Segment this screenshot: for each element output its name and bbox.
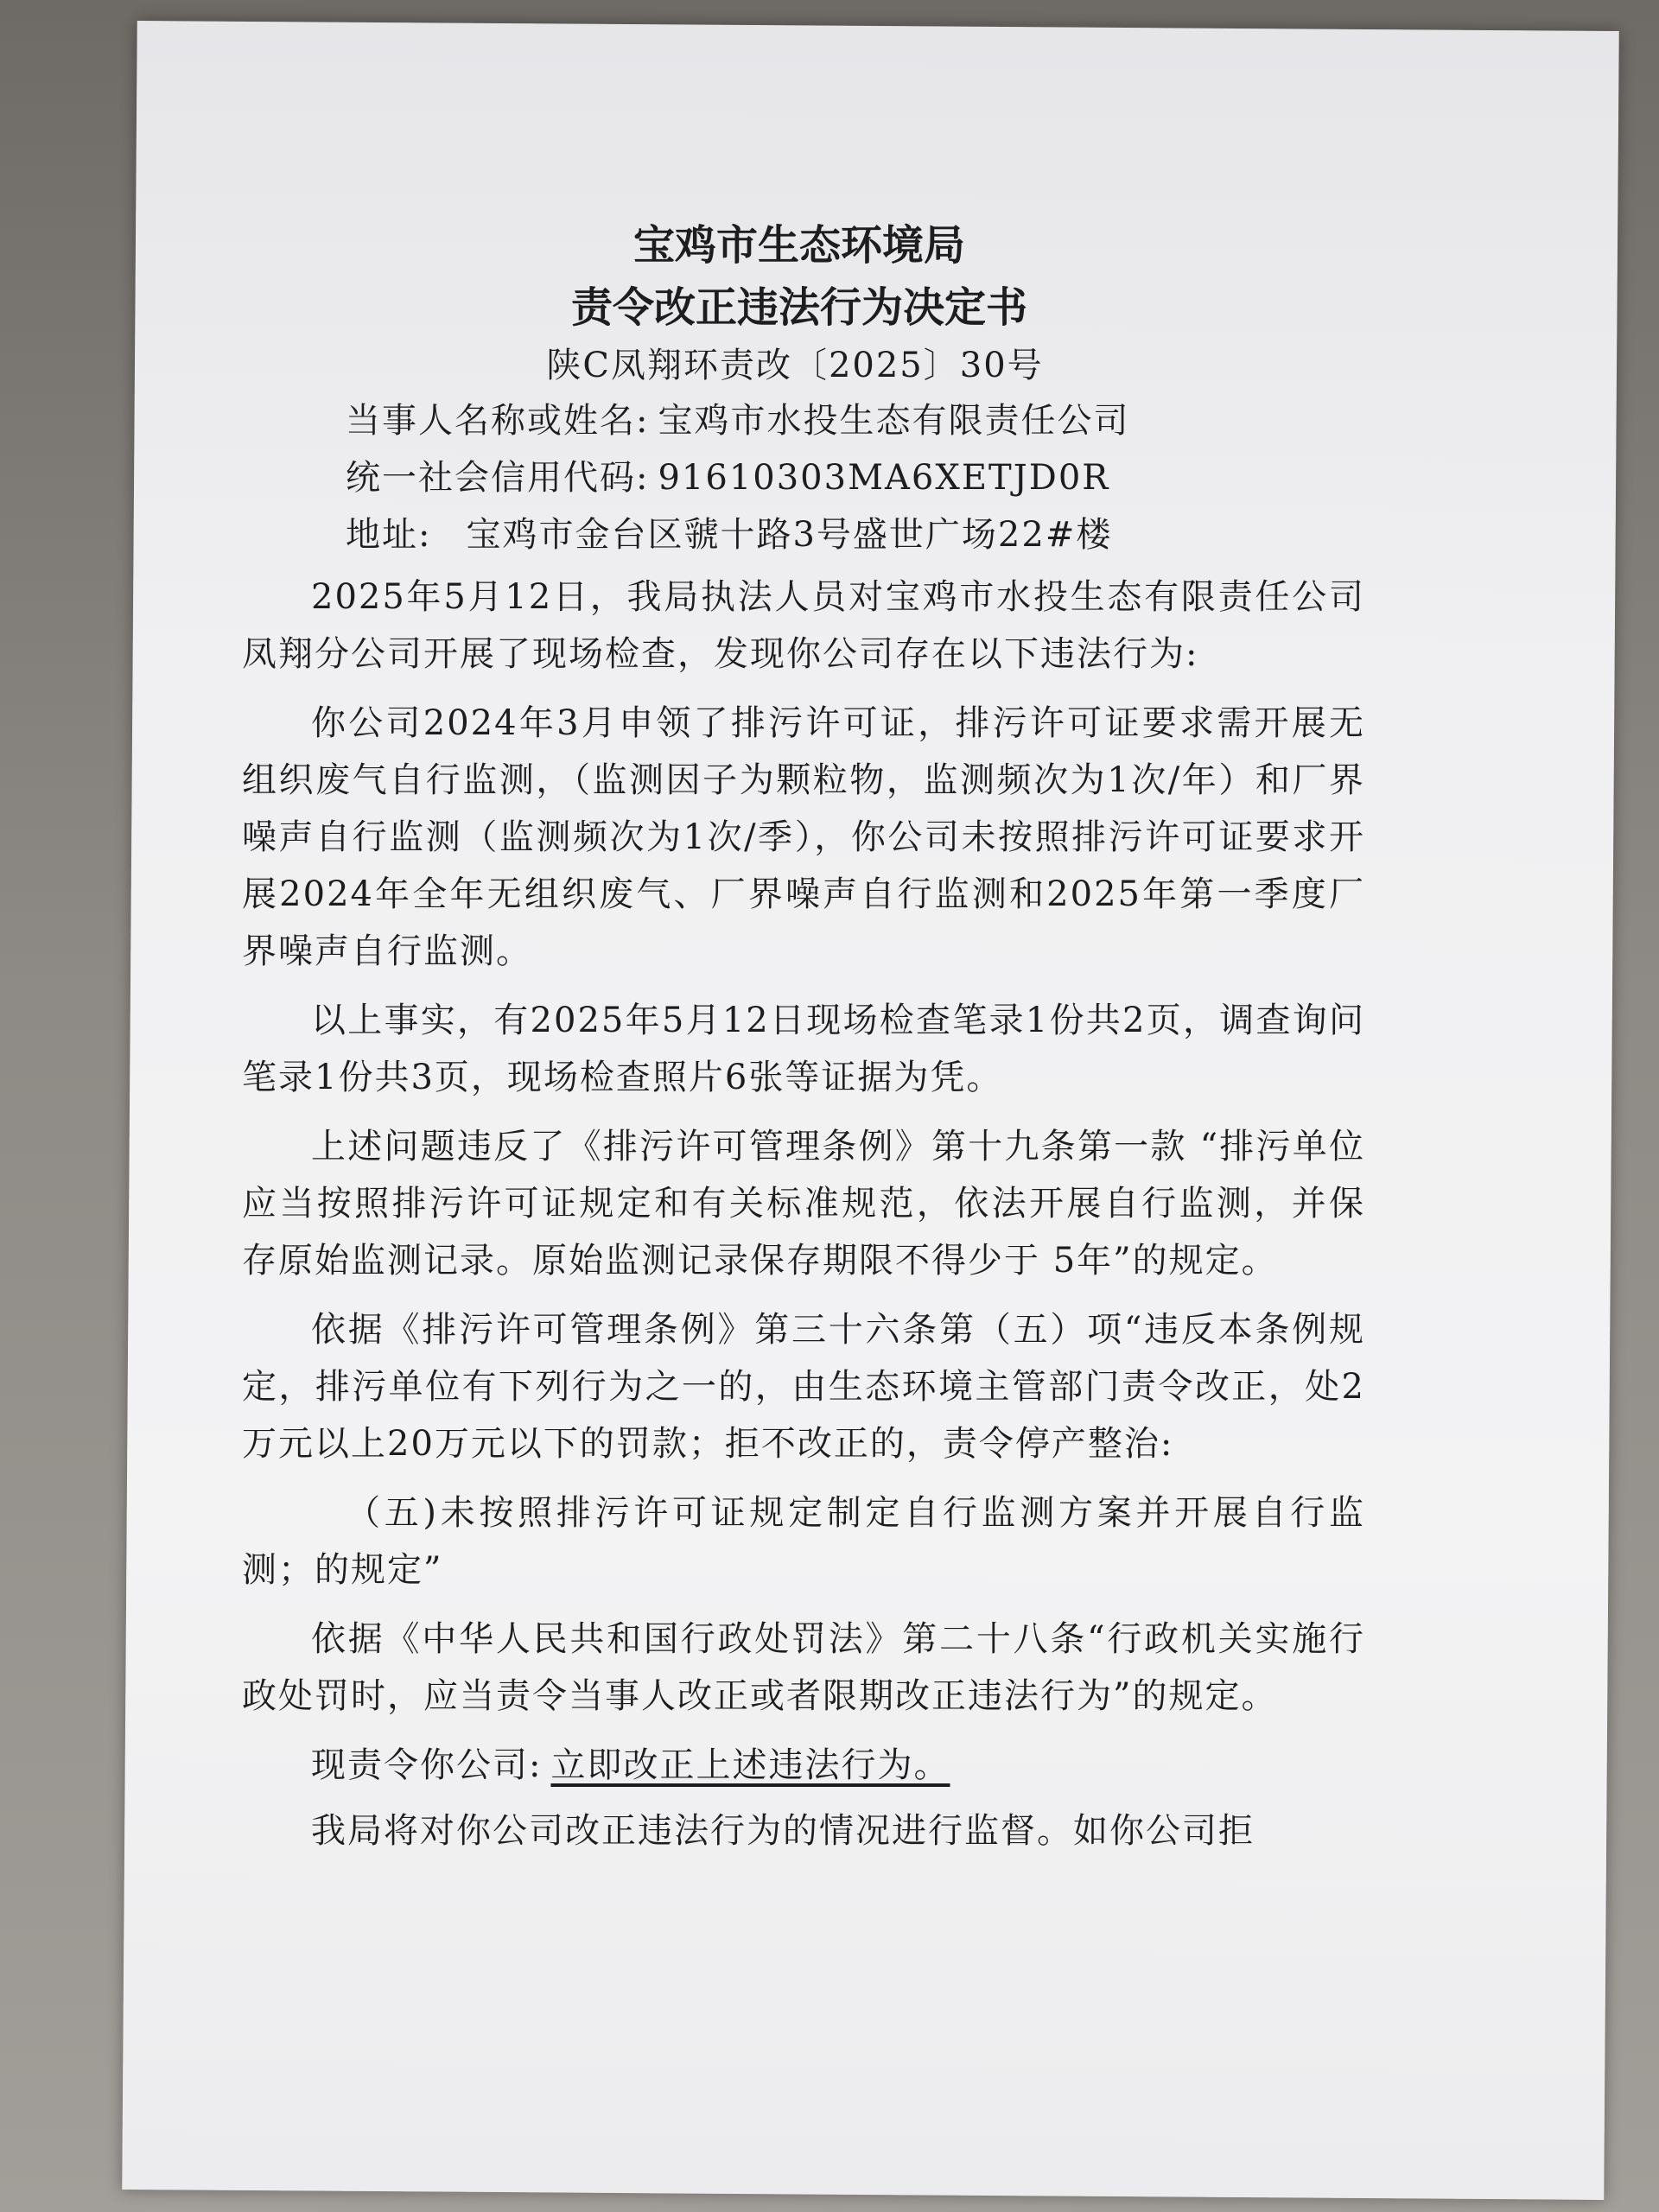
order-value: 立即改正上述违法行为。 — [550, 1745, 950, 1785]
supervision-paragraph: 我局将对你公司改正违法行为的情况进行监督。如你公司拒 — [311, 1811, 1255, 1851]
credit-code-value: 91610303MA6XETJD0R — [658, 458, 1110, 498]
issuing-authority-title: 宝鸡市生态环境局 — [632, 221, 965, 270]
credit-code-label: 统一社会信用代码: — [346, 458, 650, 498]
document-number: 陕C凤翔环责改〔2025〕30号 — [546, 346, 1044, 385]
legal-basis-item-paragraph: （五)未按照排污许可证规定制定自行监测方案并开展自行监测；的规定” — [242, 1493, 1365, 1590]
party-name-value: 宝鸡市水投生态有限责任公司 — [658, 401, 1130, 441]
document-title: 责令改正违法行为决定书 — [570, 283, 1027, 332]
party-name-row — [346, 392, 1365, 449]
credit-code-row — [346, 449, 1365, 506]
legal-basis-paragraph: 依据《排污许可管理条例》第三十六条第（五）项“违反本条例规定，排污单位有下列行为之一的，由生态环境主管部门责令改正，处2万元以上20万元以下的罚款；拒不改正的，责令停产整治: — [242, 1310, 1365, 1464]
address-value: 宝鸡市金台区虢十路3号盛世广场22#楼 — [466, 515, 1113, 555]
decision-document — [207, 216, 1365, 1872]
address-row — [346, 506, 1365, 563]
evidence-paragraph: 以上事实，有2025年5月12日现场检查笔录1份共2页，调查询问笔录1份共3页，现场检查照片6张等证据为凭。 — [242, 1001, 1365, 1097]
inspection-paragraph: 2025年5月12日，我局执法人员对宝鸡市水投生态有限责任公司凤翔分公司开展了现场检查，发现你公司存在以下违法行为: — [242, 577, 1365, 674]
violated-regulation-paragraph: 上述问题违反了《排污许可管理条例》第十九条第一款 “排污单位应当按照排污许可证规定和有关标准规范，依法开展自行监测，并保存原始监测记录。原始监测记录保存期限不得少于 5年”的规定。 — [242, 1127, 1365, 1281]
order-row — [242, 1737, 1365, 1794]
party-name-label: 当事人名称或姓名: — [346, 401, 650, 441]
order-label: 现责令你公司: — [311, 1745, 543, 1785]
penalty-law-paragraph: 依据《中华人民共和国行政处罚法》第二十八条“行政机关实施行政处罚时，应当责令当事人改正或者限期改正违法行为”的规定。 — [242, 1619, 1365, 1716]
violation-paragraph: 你公司2024年3月申领了排污许可证，排污许可证要求需开展无组织废气自行监测，（监测因子为颗粒物，监测频次为1次/年）和厂界噪声自行监测（监测频次为1次/季），你公司未按照排污许可证要求开展2024年全年无组织废气、厂界噪声自行监测和2025年第一季度厂界噪声自行监测。 — [242, 703, 1365, 971]
address-label: 地址: — [346, 515, 432, 555]
